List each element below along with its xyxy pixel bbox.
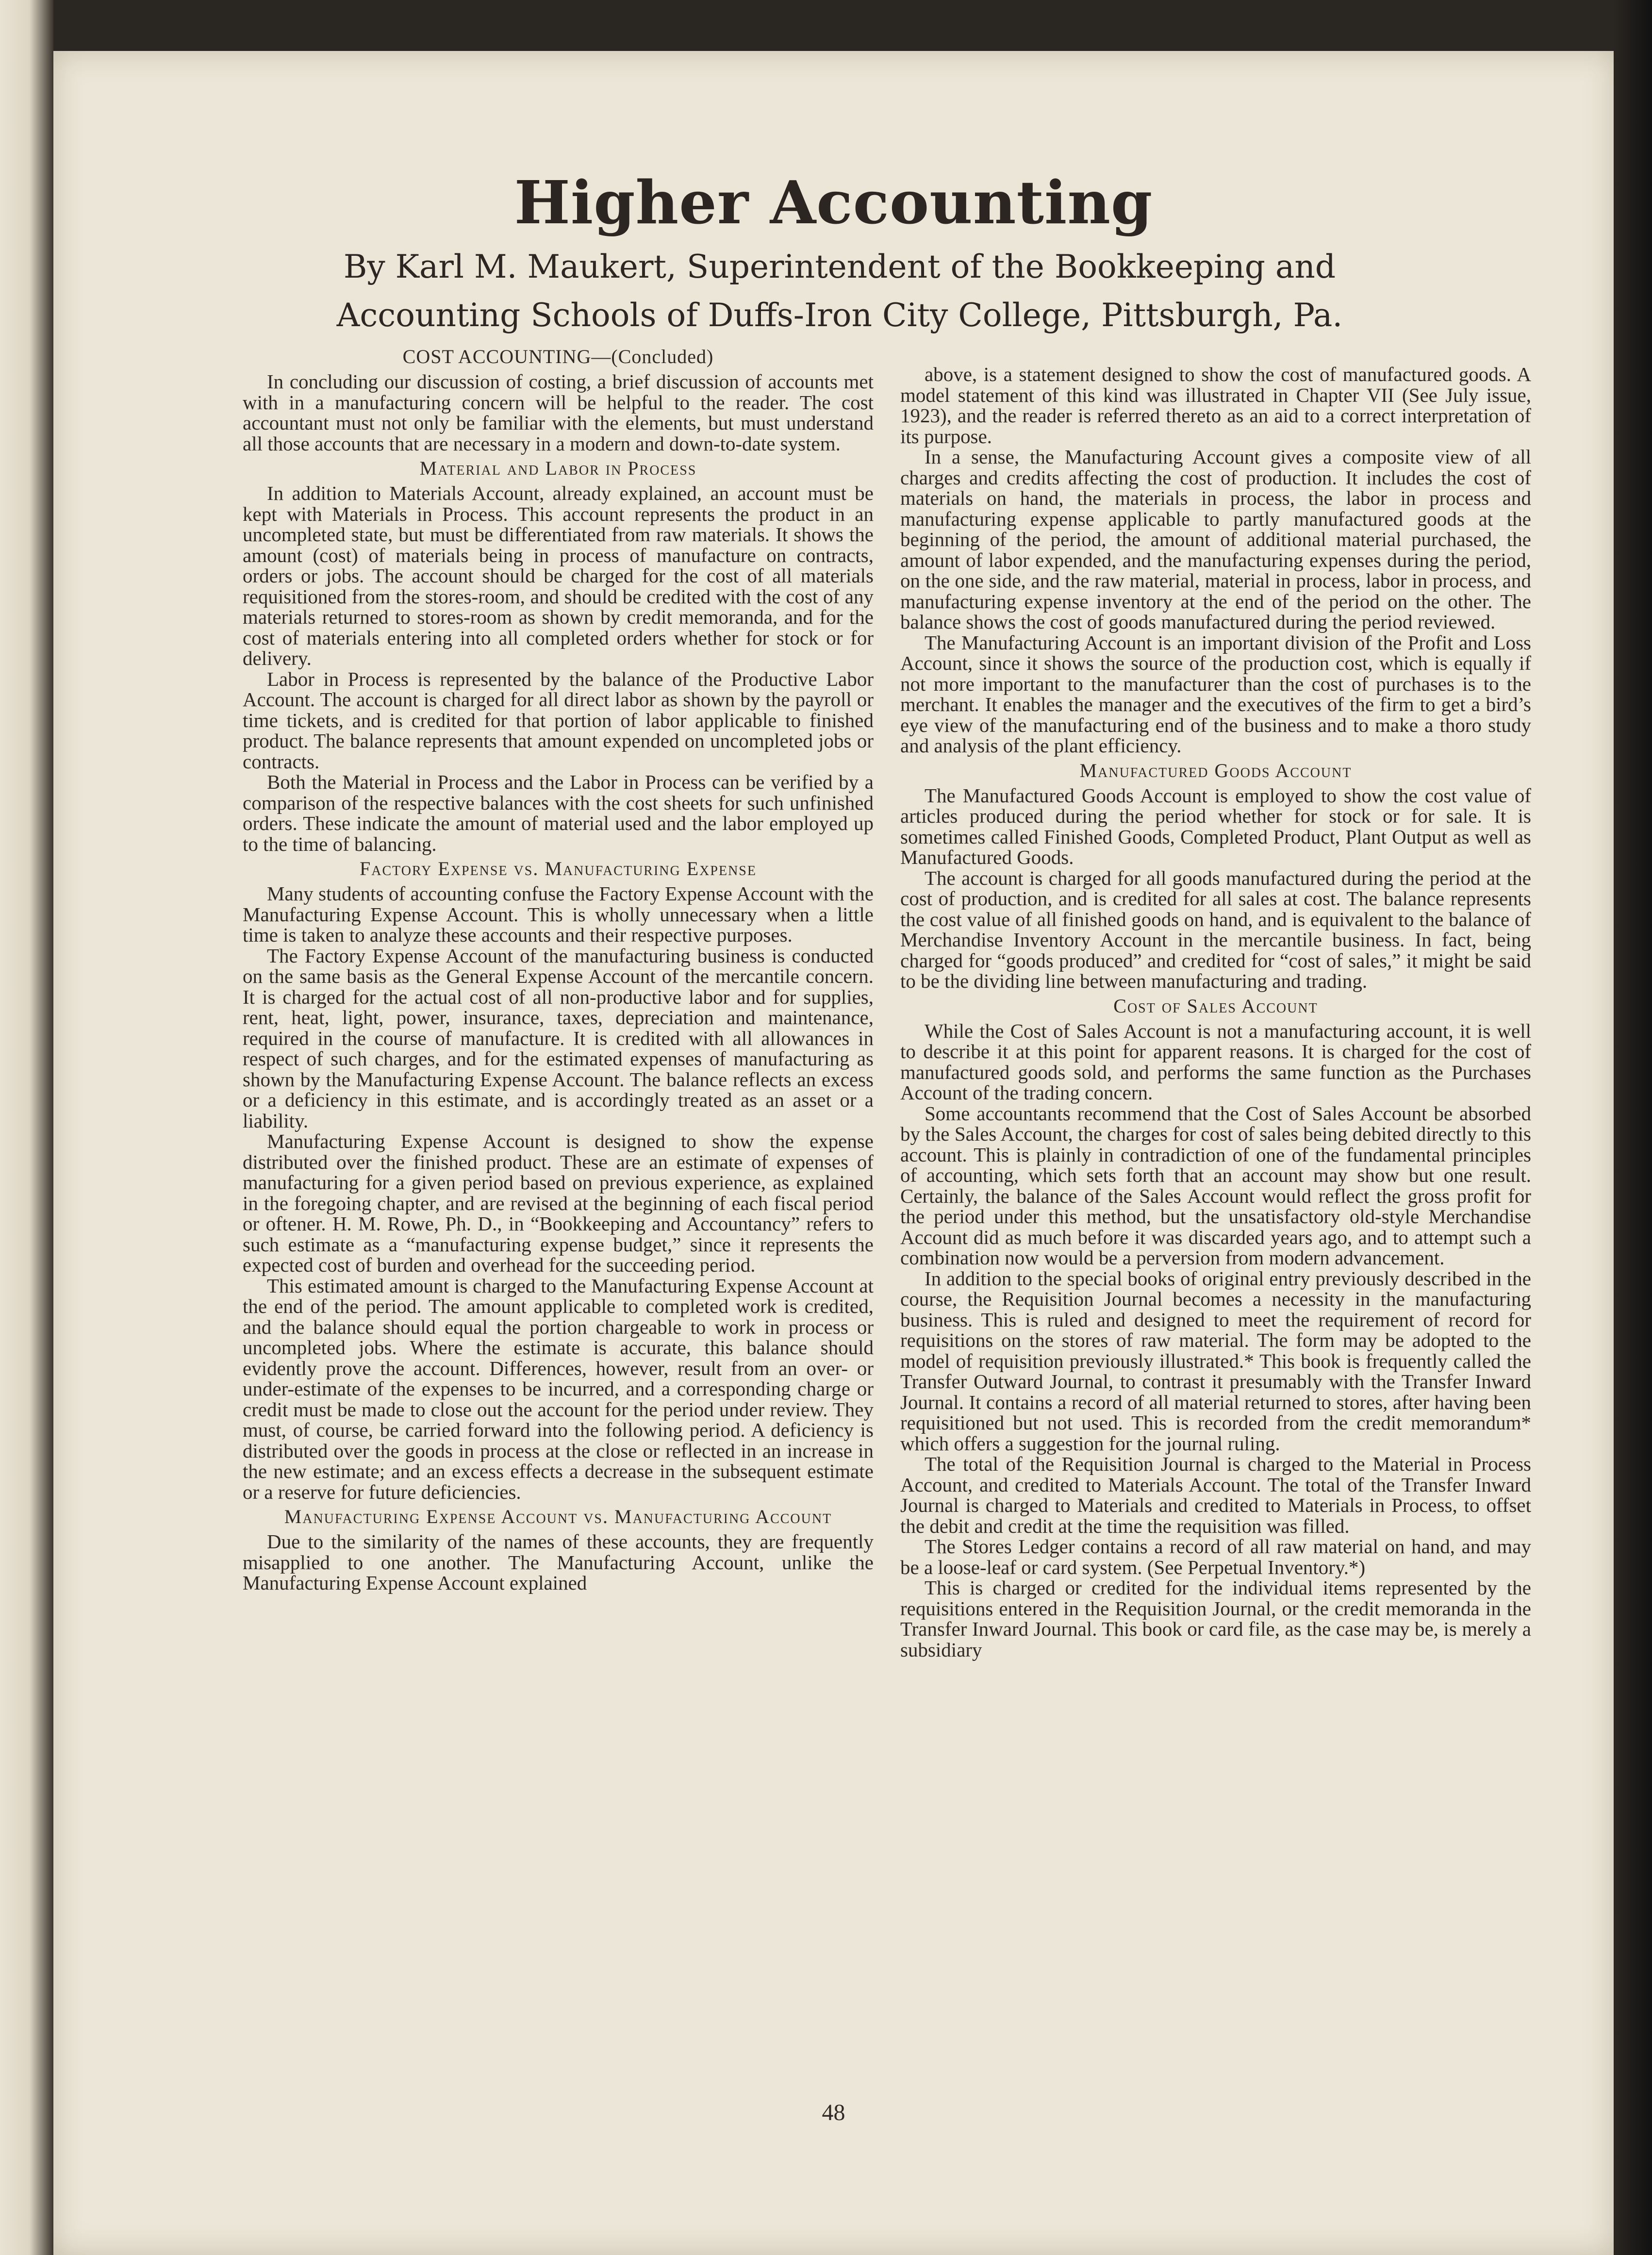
paragraph: This is charged or credited for the individual items represented by the requisitions entered in the Requisition Journal, or the credit memoranda in the Transfer Inward Journal. This book or card file, as the case may be, is merely a subsidiary	[900, 1576, 1531, 1661]
paragraph: The Stores Ledger contains a record of all raw material on hand, and may be a loose-leaf or card system. (See Perpetual Inventory.*)	[900, 1535, 1531, 1578]
paragraph: This estimated amount is charged to the Manufacturing Expense Account at the end of the period. The amount applicable to completed work is credited, and the balance should equal the portion chargeable to work in process or uncompleted jobs. Where the estimate is accurate, this balance should evidently prove the account. Differences, however, result from an over- or under-estimate of the expenses to be incurred, and a corresponding charge or credit must be made to close out the account for the period under review. They must, of course, be carried forward into the following period. A deficiency is distributed over the goods in process at the close or reflected in an increase in the new estimate; and an excess effects a decrease in the subsequent estimate or a reserve for future deficiencies.	[243, 1274, 874, 1503]
paragraph: The account is charged for all goods manufactured during the period at the cost of production, and is credited for all sales at cost. The balance represents the cost value of all finished goods on hand, and is equivalent to the balance of Merchandise Inventory Account in the mercantile business. In fact, being charged for “goods produced” and credited for “cost of sales,” it might be said to be the dividing line between manufacturing and trading.	[900, 866, 1531, 992]
right-column	[900, 364, 1531, 2058]
section-heading-cost-of-sales: Cost of Sales Account	[1113, 995, 1318, 1017]
paragraph: The Manufactured Goods Account is employed to show the cost value of articles produced during the period whether for stock or for sale. It is sometimes called Finished Goods, Completed Product, Plant Output as well as Manufactured Goods.	[900, 784, 1531, 868]
section-heading-factory-expense: Factory Expense vs. Manufacturing Expense	[360, 858, 757, 879]
paragraph: The Factory Expense Account of the manufacturing business is conducted on the same basis as the General Expense Account of the mercantile concern. It is charged for the actual cost of all non-productive labor and for supplies, rent, heat, light, power, insurance, taxes, depreciation and maintenance, required in the course of manufacture. It is credited with all allowances in respect of such charges, and for the estimated expenses of manufacturing as shown by the Manufacturing Expense Account. The balance reflects an excess or a deficiency in this estimate, and is accordingly treated as an asset or a liability.	[243, 944, 874, 1132]
paragraph: above, is a statement designed to show the cost of manufactured goods. A model statement of this kind was illustrated in Chapter VII (See July issue, 1923), and the reader is referred thereto as an aid to a correct interpretation of its purpose.	[900, 364, 1531, 448]
binding-edge	[0, 0, 53, 2255]
section-heading-manufactured-goods: Manufactured Goods Account	[1079, 759, 1352, 781]
section-heading-manufacturing-account: Manufacturing Expense Account vs. Manufacturing Account	[284, 1506, 832, 1527]
magazine-page	[53, 51, 1614, 2255]
page-edge-shadow	[1613, 0, 1652, 2255]
paragraph: Both the Material in Process and the Labor in Process can be verified by a comparison of the respective balances with the cost sheets for such unfinished orders. These indicate the amount of material used and the labor employed up to the time of balancing.	[243, 771, 874, 855]
paragraph: The total of the Requisition Journal is charged to the Material in Process Account, and credited to Materials Account. The total of the Transfer Inward Journal is charged to Materials and credited to Materials in Process, to offset the debit and credit at the time the requisition was filled.	[900, 1453, 1531, 1537]
article-title: Higher Accounting	[514, 167, 1153, 237]
paragraph: Labor in Process is represented by the balance of the Productive Labor Account. The account is charged for all direct labor as shown by the payroll or time tickets, and is credited for that portion of labor applicable to finished product. The balance represents that amount expended on uncompleted jobs or contracts.	[243, 667, 874, 773]
paragraph: The Manufacturing Account is an important division of the Profit and Loss Account, since it shows the source of the production cost, which is equally if not more important to the manufacturer than the cost of purchases is to the merchant. It enables the manager and the executives of the firm to get a bird’s eye view of the manufacturing end of the business and to make a thoro study and analysis of the plant efficiency.	[900, 631, 1531, 757]
paragraph: In addition to the special books of original entry previously described in the course, the Requisition Journal becomes a necessity in the manufacturing business. This is ruled and designed to meet the requirement of record for requisitions on the stores of raw material. The form may be adopted to the model of requisition previously illustrated.* This book is frequently called the Transfer Outward Journal, to contrast it presumably with the Transfer Inward Journal. It contains a record of all material returned to stores, after having been requisitioned but not used. This is recorded from the credit memorandum* which offers a suggestion for the journal ruling.	[900, 1267, 1531, 1455]
section-heading-material-labor: Material and Labor in Process	[419, 457, 697, 479]
paragraph: While the Cost of Sales Account is not a manufacturing account, it is well to describe it at this point for apparent reasons. It is charged for the cost of manufactured goods sold, and performs the same function as the Purchases Account of the trading concern.	[900, 1019, 1531, 1104]
paragraph: In a sense, the Manufacturing Account gives a composite view of all charges and credits affecting the cost of production. It includes the cost of materials on hand, the materials in process, the labor in process and manufacturing expense applicable to partly manufactured goods at the beginning of the period, the amount of additional material purchased, the amount of labor expended, and the manufacturing expenses during the period, on the one side, and the raw material, material in process, labor in process, and manufacturing expense inventory at the end of the period on the other. The balance shows the cost of goods manufactured during the period reviewed.	[900, 446, 1531, 633]
left-column	[243, 342, 874, 2036]
paragraph: Due to the similarity of the names of these accounts, they are frequently misapplied to one another. The Manufacturing Account, unlike the Manufacturing Expense Account explained	[243, 1530, 874, 1594]
paragraph: Many students of accounting confuse the Factory Expense Account with the Manufacturing Expense Account. This is wholly unnecessary when a little time is taken to analyze these accounts and their respective purposes.	[243, 882, 874, 946]
article-byline: By Karl M. Maukert, Superintendent of the Bookkeeping and Accounting Schools of Duffs-Iron City College, Pittsburgh, Pa.	[336, 248, 1343, 334]
section-heading-cost-accounting: COST ACCOUNTING—(Concluded)	[402, 346, 714, 367]
page-number: 48	[822, 2100, 845, 2125]
paragraph: In concluding our discussion of costing, a brief discussion of accounts met with in a manufacturing concern will be helpful to the reader. The cost accountant must not only be familiar with the elements, but must understand all those accounts that are necessary in a modern and down-to-date system.	[243, 370, 874, 455]
paragraph: In addition to Materials Account, already explained, an account must be kept with Materials in Process. This account represents the product in an uncompleted state, but must be differentiated from raw materials. It shows the amount (cost) of materials being in process of manufacture on contracts, orders or jobs. The account should be charged for the cost of all materials requisitioned from the stores-room, and should be credited with the cost of any materials returned to stores-room as shown by credit memoranda, and for the cost of materials entering into all completed orders whether for stock or for delivery.	[243, 482, 874, 669]
paragraph: Manufacturing Expense Account is designed to show the expense distributed over the finished product. These are an estimate of expenses of manufacturing for a given period based on previous experience, as explained in the foregoing chapter, and are revised at the beginning of each fiscal period or oftener. H. M. Rowe, Ph. D., in “Bookkeeping and Accountancy” refers to such estimate as a “manufacturing expense budget,” since it represents the expected cost of burden and overhead for the succeeding period.	[243, 1130, 874, 1276]
paragraph: Some accountants recommend that the Cost of Sales Account be absorbed by the Sales Account, the charges for cost of sales being debited directly to this account. This is plainly in contradiction of one of the fundamental principles of accounting, which sets forth that an account may show but one result. Certainly, the balance of the Sales Account would reflect the gross profit for the period under this method, but the unsatisfactory old-style Merchandise Account did as much before it was discarded years ago, and to attempt such a combination now would be a perversion from modern advancement.	[900, 1102, 1531, 1269]
